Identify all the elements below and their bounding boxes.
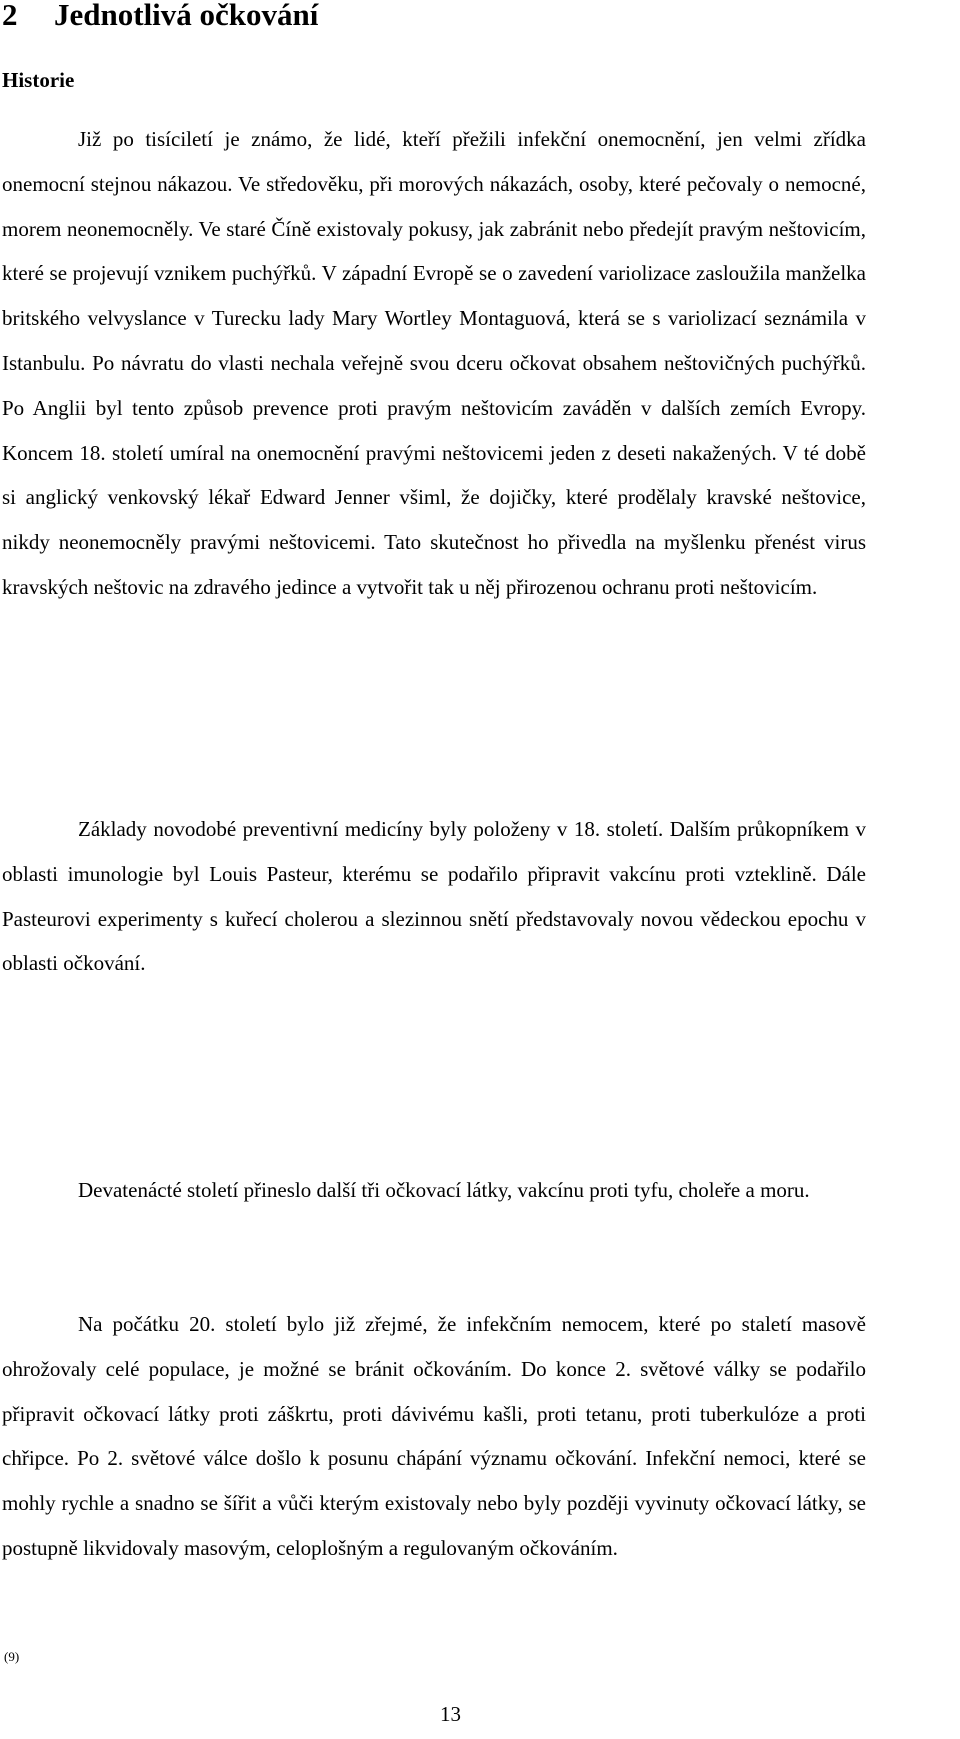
paragraph-twentieth-century: Na počátku 20. století bylo již zřejmé, že infekčním nemocem, které po staletí masově ohrožovaly celé populace, je možné se bránit očkováním. Do konce 2. světové války se podařilo připravit očkovací látky proti záškrtu, proti dávivému kašli, proti tetanu, proti tuberkulóze a proti chřipce. Po 2. světové válce došlo k posunu chápání významu očkování. Infekční nemoci, které se mohly rychle a snadno se šířit a vůči kterým existovaly nebo byly později vyvinuty očkovací látky, se postupně likvidovaly masovým, celoplošným a regulovaným očkováním. [2, 1312, 866, 1560]
chapter-number: 2 [2, 0, 18, 32]
citation-reference: (9) [4, 1649, 20, 1664]
page-number: 13 [440, 1702, 461, 1726]
paragraph-nineteenth-century: Devatenácté století přineslo další tři očkovací látky, vakcínu proti tyfu, choleře a moru. [78, 1178, 810, 1202]
paragraph-history: Již po tisíciletí je známo, že lidé, kteří přežili infekční onemocnění, jen velmi zřídka onemocní stejnou nákazou. Ve středověku, při morových nákazách, osoby, které pečovaly o nemocné, morem neonemocněly. Ve staré Číně existovaly pokusy, jak zabránit nebo předejít pravým neštovicím, které se projevují vznikem puchýřků. V západní Evropě se o zavedení variolizace zasloužila manželka britského velvyslance v Turecku lady Mary Wortley Montaguová, která se s variolizací seznámila v Istanbulu. Po návratu do vlasti nechala veřejně svou dceru očkovat obsahem neštovičných puchýřků. Po Anglii byl tento způsob prevence proti pravým neštovicím zaváděn v dalších zemích Evropy. Koncem 18. století umíral na onemocnění pravými neštovicemi jeden z deseti nakažených. V té době si anglický venkovský lékař Edward Jenner všiml, že dojičky, které prodělaly kravské neštovice, nikdy neonemocněly pravými neštovicemi. Tato skutečnost ho přivedla na myšlenku přenést virus kravských neštovic na zdravého jedince a vytvořit tak u něj přirozenou ochranu proti neštovicím. [2, 127, 866, 599]
chapter-heading [2, 0, 318, 33]
chapter-title: Jednotlivá očkování [54, 0, 319, 32]
paragraph-preventive-medicine: Základy novodobé preventivní medicíny byly položeny v 18. století. Dalším průkopníkem v oblasti imunologie byl Louis Pasteur, kterému se podařilo připravit vakcínu proti vzteklině. Dále Pasteurovi experimenty s kuřecí cholerou a slezinnou snětí představovaly novou vědeckou epochu v oblasti očkování. [2, 817, 866, 976]
section-subtitle: Historie [2, 68, 75, 92]
